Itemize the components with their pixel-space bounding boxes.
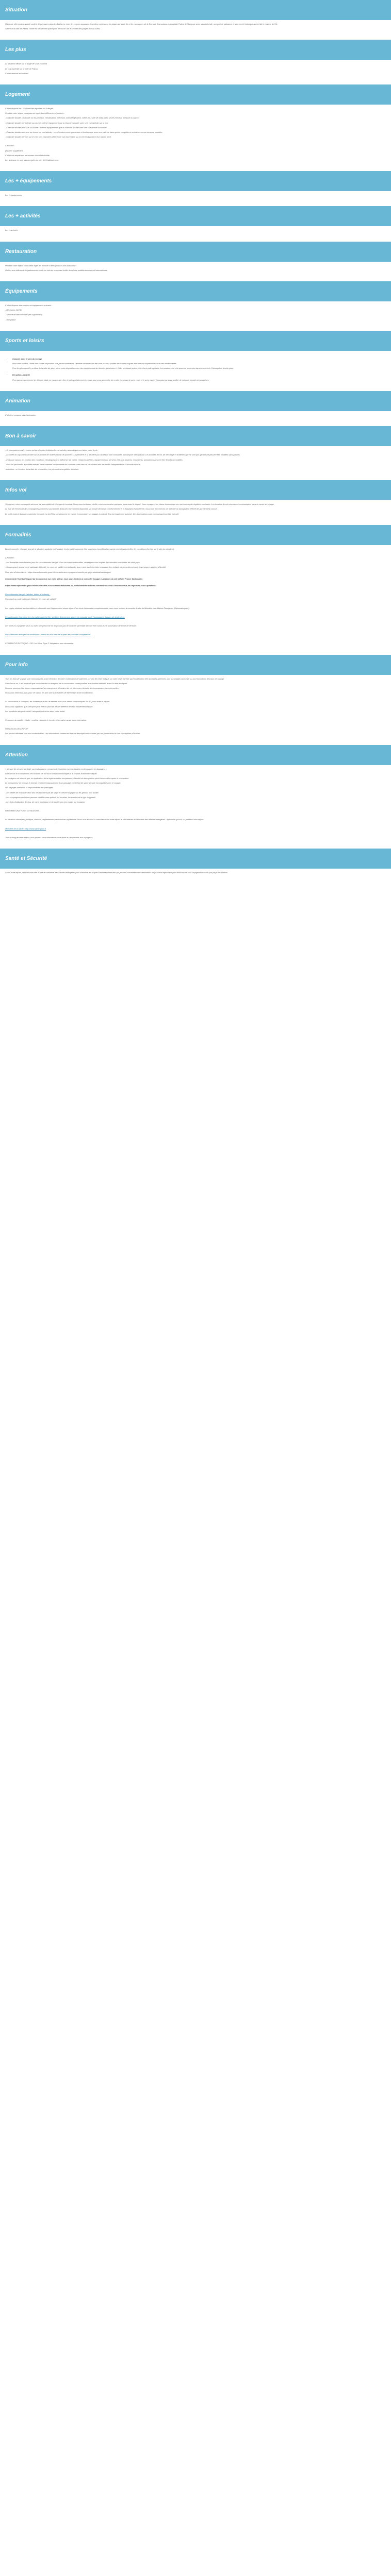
section-activites-title: Les + activités: [0, 206, 391, 226]
link[interactable]: Ressortissants étrangers et binationaux : merci de vous assurer auprès des autorités compétentes.: [5, 634, 91, 636]
paragraph: Dans le cas d'un vol charter, les horaires de vol vous seront communiqués 8 à 10 jours avant votre départ.: [5, 772, 97, 775]
paragraph: La liste de l'ensemble des compagnies aériennes susceptibles d'assurer votre vol est disponible sur simple demande. Conformément à la législation européenne, nous vous informerons de l'identité du transporteur effectif dès qu'elle sera connue.: [5, 508, 218, 511]
section-activites-body: [0, 226, 391, 241]
paragraph: Les transferts aéroport / hôtel / aéroport sont inclus dans votre forfait.: [5, 710, 66, 713]
paragraph: Pendant votre séjour vous pourrez loger dans différentes chambres :: [5, 112, 65, 115]
section-plus-body: [0, 60, 391, 84]
section-sports-title: Sports et loisirs: [0, 331, 391, 351]
paragraph: Pour plus d'informations : https://www.diplomatie.gouv.fr/fr/conseils-aux-voyageurs/conseils-par-pays-destination/espagne/: [5, 571, 111, 573]
paragraph: Les règles relatives aux formalités et à la santé sont fréquemment mises à jour. Pour toute information complémentaire, nous vous invitons à consulter le site du Ministère des Affaires Étrangères (Diplomatie.gouv).: [5, 607, 190, 609]
section-logement-title: Logement: [0, 84, 391, 105]
paragraph: Le poids total de bagages autorisés en soute est de 20 kg par personne en classe économique. Un bagage à main de 5 kg est également autorisé. Ces informations sont communiquées à titre indicatif.: [5, 513, 179, 515]
paragraph: L'hôtel dispose des services et équipements suivants :: [5, 304, 53, 307]
paragraph: Les + activités: [5, 229, 18, 232]
section-infosvol-title: Infos vol: [0, 480, 391, 500]
list-item: [12, 374, 386, 381]
section-situation-body: [0, 20, 391, 40]
link[interactable]: Ministère de la Santé : http://www.sante.gouv.fr: [5, 827, 46, 830]
note: A NOTER :: [5, 145, 15, 147]
paragraph: PRÉCISION DESCRIPTIF: [5, 728, 28, 731]
paragraph: - Les frais d'obligation de visa, de carte touristique et de santé sont à la charge du voyageur.: [5, 801, 86, 804]
paragraph: Goûtez aux délices de la gastronomie locale au sein du restaurant buffet de cuisine méditerranéenne et internationale.: [5, 269, 108, 272]
sports-item-text: Pour votre confort, l'hôtel met à votre disposition une piscine extérieure. Ouverte seulement en été vous pourrez profiter de chaises longues et d'une vue imprenable sur la mer méditerranée.: [12, 363, 177, 365]
note: L'hôtel est adapté aux personnes à mobilité réduite.: [5, 154, 50, 157]
section-equipements2-title: Équipements: [0, 281, 391, 301]
paragraph: Personnes à mobilité réduite : veuillez contacter le service réservation avant toute réservation.: [5, 719, 87, 721]
paragraph: - Chambre double : lit double ou lits jumeaux, climatisation, télévision, mini-réfrigérateur, coffre-fort, salle de bains avec sèche-cheveux, terrasse ou balcon.: [5, 117, 140, 120]
paragraph: Bonne nouvelle : Compte tenu de la situation sanitaire en Espagne, les formalités peuvent être soumises à modifications avant votre départ (vérifiez les conditions d'entrée sur le site du ministère).: [5, 548, 175, 550]
paragraph: Concernant l'éventuel impact du Coronavirus sur votre séjour, nous vous invitons à consulter la page ci-dessous du site officiel France Diplomatie :: [5, 578, 143, 580]
section-equipements2-body: [0, 301, 391, 331]
paragraph: - Service de blanchisserie (en supplément): [5, 314, 42, 316]
section-sante-title: Santé et Sécurité: [0, 849, 391, 869]
paragraph: Tous les frais de voyage sont communiqués avant réception de votre confirmation de paiement. Le prix de vente indiqué sur votre devis est fixe sauf modification liée aux taxes aériennes, aux surcharges carburant ou aux fluctuations des taux de change.: [5, 677, 225, 680]
link[interactable]: https://www.diplomatie.gouv.fr/fr/le-ministere-et-son-reseau/actualites-du-ministere/informations-coronavirus-covid-19/coronavirus-les-reponses-a-vos-questions/: [5, 584, 156, 587]
section-animation-body: [0, 411, 391, 426]
paragraph: La situation idéale sur la plage de Cala Estancia: [5, 63, 47, 65]
paragraph: - Chambre double vue latérale sur la mer : même équipement que la chambre double, avec une vue latérale sur la mer.: [5, 122, 109, 124]
sports-item-label: • En option, payante: [12, 374, 30, 377]
section-attention-body: [0, 765, 391, 849]
paragraph: - Les formalités sont données pour les ressortissants français. Pour les autres nationalités, renseignez-vous auprès des autorités consulaires de votre pays.: [5, 562, 140, 564]
section-equipements-body: [0, 191, 391, 206]
paragraph: - Les compagnies aériennes peuvent modifier sans préavis les horaires, les escales et le type d'appareil.: [5, 796, 96, 799]
page: [0, 0, 391, 884]
paragraph: Les mineurs voyageant seuls ou avec une personne ne disposant pas de l'autorité parentale devront être munis d'une autorisation de sortie de territoire.: [5, 624, 137, 627]
sports-list: [5, 374, 386, 381]
paragraph: Situé sur la baie de Palma, l'hôtel est idéalement placé pour découvrir l'île et profiter des plages du sud-ouest.: [5, 28, 101, 30]
note: Les animaux ne sont pas acceptés au sein de l'établissement.: [5, 159, 59, 162]
section-animation-title: Animation: [0, 391, 391, 411]
paragraph: Les + équipements: [5, 194, 22, 197]
paragraph: Majorque offre la plus grande variété de paysages dans les Baléares, entre les criques sauvages, les côtes rocheuses, les plages de sable fin et les montagnes de la Serra de Tramuntana. La capitale Palma de Majorque avec sa cathédrale, son port de plaisance et son centre historique animé fait le charme de l'île.: [5, 23, 278, 25]
note: (B) avec supplément: [5, 149, 23, 152]
link[interactable]: Ressortissants étrangers : Les formalités doivent être vérifiées directement auprès du consulat ou de l'ambassade du pays de destination.: [5, 616, 125, 618]
paragraph: Dans le cas où, il est impératif que vous obteniez la réception de la convocation correspondant aux horaires définitifs avant la date de départ.: [5, 682, 128, 685]
section-infosvol-body: [0, 500, 391, 525]
paragraph: Avant votre départ, veuillez consulter le site du ministère des Affaires étrangères pour connaître les risques sanitaires éventuels qui peuvent concerner votre destination : https://www.diplomatie.gouv.fr/fr/conseils-aux-voyageurs/conseils-par-pays-destination/: [5, 872, 228, 874]
paragraph: Le voyageur est informé que, en application de la réglementation européenne, l'identité du transporteur peut être modifiée après la réservation.: [5, 777, 129, 779]
sports-item-text: Pour passer un moment de détente totale en espace bien-être à tout spécialement élu corps pour vous permettre de rendre hommage à votre corps et à votre esprit. Vous pourrez aussi profiter de soins de beauté personnalisés.: [12, 379, 209, 381]
paragraph: Les photos affichées sont non contractuelles. Les informations contenues dans ce descriptif sont fournies par nos partenaires et sont susceptibles d'évoluer.: [5, 733, 141, 735]
section-attention-title: Attention: [0, 745, 391, 765]
sports-list: [5, 358, 386, 365]
paragraph: Nous vous signalons que l'aéroport peut être un point de départ différent de celui initialement indiqué.: [5, 705, 93, 708]
section-plus-title: Les plus: [0, 40, 391, 60]
paragraph: Le vrai impératif sur la baie de Palma: [5, 67, 38, 70]
paragraph: Nous vous informons que, pour ce séjour, les prix sont susceptibles de faire l'objet d'une modification.: [5, 692, 93, 694]
paragraph: L'hôtel dispose de 127 chambres réparties sur 4 étages.: [5, 108, 54, 110]
section-formalites-body: [0, 545, 391, 655]
section-sante-body: [0, 869, 391, 884]
paragraph: COURANT ÉLECTRIQUE : 230 V et 50Hz. Type F. Adaptateur non nécessaire.: [5, 642, 74, 645]
paragraph: - Wifi gratuit: [5, 318, 16, 321]
paragraph: - Les bébés de moins de deux ans ne disposent pas de siège et doivent voyager sur les genoux d'un adulte.: [5, 791, 99, 794]
sports-item-label: • Compris dans le prix du voyage: [12, 358, 42, 360]
section-pourinfo-title: Pour info: [0, 655, 391, 675]
paragraph: - Chambre double avec vue sur la mer : mêmes équipements que la chambre double avec une vue directe sur la mer.: [5, 126, 107, 129]
paragraph: - La durée du séjour est calculée sur le nombre de nuitées et non de journées. La première et la dernière jour du séjour sont consacrés au transport international. Les horaires de vol, de décollage et d'atterrissage ne sont pas garantis et peuvent être modifiés sans préavis.: [5, 454, 240, 456]
section-equipements-title: Les + équipements: [0, 171, 391, 191]
paragraph: Les bagages sont sous la responsabilité des passagers.: [5, 787, 54, 789]
paragraph: Le transporteur se réserve le droit de refuser l'embarquement à un passager dont l'état de santé semble incompatible avec le voyage.: [5, 782, 121, 785]
section-restauration-title: Restauration: [0, 242, 391, 262]
section-formalites-title: Formalités: [0, 525, 391, 545]
paragraph: - Un passeport ou une carte nationale d'identité en cours de validité est obligatoire pour entrer sur le territoire espagnol. Les enfants mineurs doivent avoir leurs propres papiers d'identité.: [5, 566, 167, 569]
paragraph: Tout au long de votre séjour, vous pouvez vous informer en consultant le site conseils aux voyageurs.: [5, 836, 93, 839]
paragraph: - Réception 24/24h: [5, 309, 22, 312]
section-pourinfo-body: [0, 675, 391, 745]
paragraph: - En basse saison, en fonction des conditions climatiques ou à l'affluence de l'hôtel, certaines activités, équipements ou services (tels que piscines, restaurants, animations) peuvent être fermés ou modifiés.: [5, 459, 183, 461]
section-logement-body: [0, 105, 391, 171]
paragraph: La convocation à l'aéroport, les horaires et le lieu de rendez-vous vous seront communiqués 8 à 10 jours avant le départ.: [5, 701, 110, 703]
section-restauration-body: [0, 262, 391, 281]
paragraph: L'hôtel réservé aux adultes: [5, 72, 29, 75]
paragraph: « Mesure de sécurité sanitaire sur les bagages : mesures de restriction sur les liquides contenus dans les bagages. »: [5, 768, 107, 770]
paragraph: INFORMATIONS POUR VOYAGEURS :: [5, 810, 40, 812]
section-bonsavoir-body: [0, 446, 391, 480]
section-bonsavoir-title: Bon à savoir: [0, 426, 391, 446]
section-sports-body: [0, 351, 391, 391]
paragraph: - Si vous partez seul(e), notez qu'une chambre individuelle est calculée automatiquement dans votre devis.: [5, 449, 98, 452]
paragraph: - Chambre double avec vue sur la mer ou vue latérale : ces chambres sont spacieuses et lumineuses, avec une salle de bains privée complète et un balcon ou une terrasse meublée.: [5, 131, 163, 134]
sports-item-text: Pour les plus sportifs, profitez de la salle de sport mis à votre disposition avec des équipements de dernière génération. L'hôtel se situant juste à côté d'une piste cyclable, les amateurs de vélo pourront se rendre dans le centre de Palma grâce à cette piste.: [12, 367, 234, 370]
paragraph: Pendant votre séjour vous serez logés en formule « demi-pension hors boissons ».: [5, 264, 77, 267]
list-item: [12, 358, 386, 365]
link[interactable]: Ressortissants français (adultes, bébés et enfants) :: [5, 594, 51, 596]
paragraph: Voyageurs, votre compagnie aérienne est susceptible de changer de terminal. Nous vous invitons à vérifier votre convocation quelques jours avant le départ. Vous voyagerez en classe économique sur une compagnie régulière ou charter. Les horaires de vol vous seront communiqués dans le carnet de voyage.: [5, 503, 274, 506]
paragraph: Nous ne pouvons être tenus responsables d'un changement d'horaires de vol intervenu à la suite de circonstances exceptionnelles.: [5, 687, 119, 689]
paragraph: La situation climatique, politique, sanitaire, réglementaire peut évoluer rapidement. Nous vous invitons à consulter avant votre départ le site Internet du Ministère des Affaires étrangères : diplomatie.gouv.fr, ou pendant votre séjour.: [5, 819, 204, 821]
paragraph: Passeport ou carte nationale d'identité en cours de validité.: [5, 598, 57, 601]
paragraph: - Attention : en fonction de la date de réservation, les prix sont susceptibles d'évoluer.: [5, 468, 79, 470]
section-situation-title: Situation: [0, 0, 391, 20]
paragraph: - Pour les personnes à mobilité réduite, il est vivement recommandé de contacter notre service réservation afin de vérifier l'adaptabilité de la formule choisie.: [5, 463, 141, 466]
paragraph: L'hôtel ne propose pas d'animation.: [5, 414, 36, 416]
paragraph: A NOTER :: [5, 556, 15, 559]
paragraph: - Chambre double vue mer sur le mer : ces chambres offrent une vue imprenable sur la mer et disposent d'un balcon privé.: [5, 136, 112, 139]
